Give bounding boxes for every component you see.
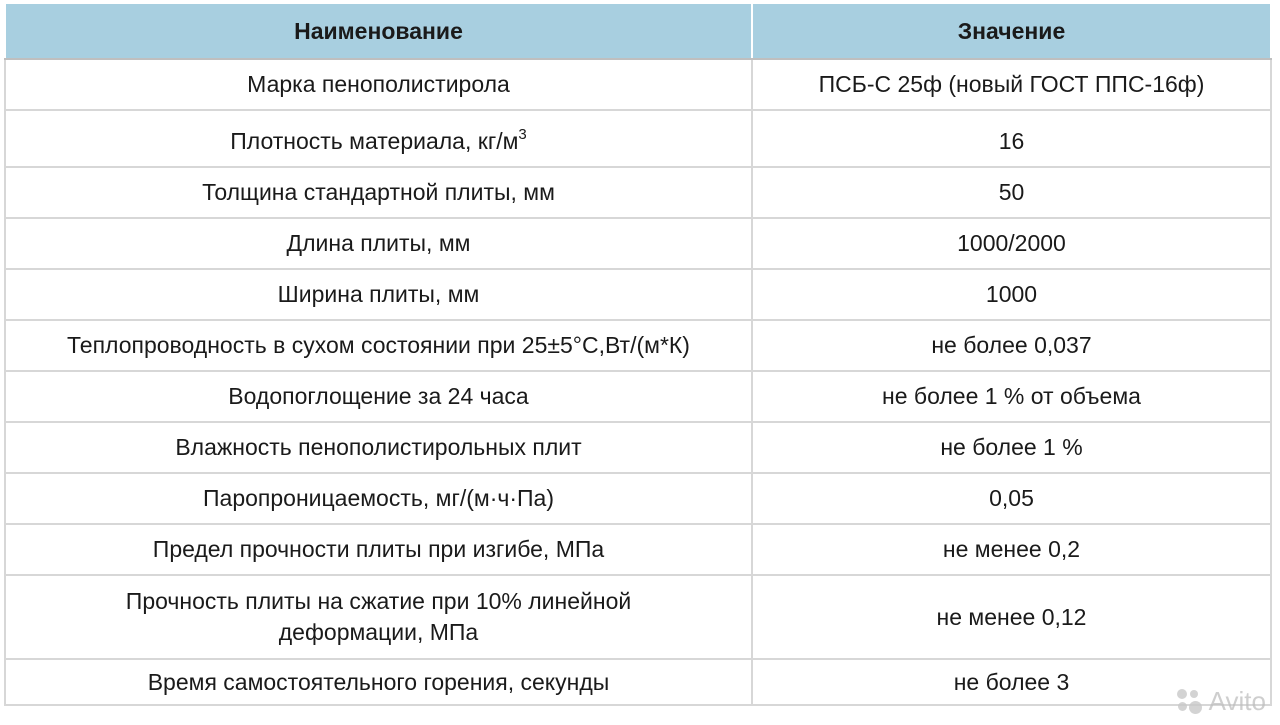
row-name: Ширина плиты, мм: [5, 269, 752, 320]
row-value: 50: [752, 167, 1271, 218]
row-value: 1000: [752, 269, 1271, 320]
row-value: ПСБ-С 25ф (новый ГОСТ ППС-16ф): [752, 59, 1271, 110]
table-row: [5, 524, 1271, 575]
row-value: не более 1 %: [752, 422, 1271, 473]
superscript: 3: [518, 126, 527, 144]
table-row: [5, 371, 1271, 422]
watermark: [1177, 686, 1266, 717]
row-value: не менее 0,12: [752, 575, 1271, 659]
row-name: Длина плиты, мм: [5, 218, 752, 269]
table-row: [5, 167, 1271, 218]
avito-logo-icon: [1177, 689, 1203, 715]
table-row: [5, 269, 1271, 320]
row-name: Водопоглощение за 24 часа: [5, 371, 752, 422]
table-row: [5, 218, 1271, 269]
watermark-text: Avito: [1208, 686, 1266, 716]
row-value: не менее 0,2: [752, 524, 1271, 575]
row-name: Марка пенополистирола: [5, 59, 752, 110]
row-value: не более 1 % от объема: [752, 371, 1271, 422]
table-row: [5, 110, 1271, 167]
table-row: [5, 659, 1271, 705]
header-row: [5, 3, 1271, 59]
row-value: не более 3: [752, 659, 1271, 705]
table-row: [5, 320, 1271, 371]
table-row: [5, 473, 1271, 524]
row-value: 1000/2000: [752, 218, 1271, 269]
row-name: Теплопроводность в сухом состоянии при 25±5°C,Вт/(м*К): [5, 320, 752, 371]
row-name: Паропроницаемость, мг/(м·ч·Па): [5, 473, 752, 524]
row-name: Время самостоятельного горения, секунды: [5, 659, 752, 705]
row-name: Влажность пенополистирольных плит: [5, 422, 752, 473]
row-name: Толщина стандартной плиты, мм: [5, 167, 752, 218]
row-value: 16: [752, 110, 1271, 167]
table-row: [5, 59, 1271, 110]
table-row: [5, 575, 1271, 659]
header-value: Значение: [752, 3, 1271, 59]
spec-table: [4, 2, 1272, 706]
row-name: Прочность плиты на сжатие при 10% линейной деформации, МПа: [5, 575, 752, 659]
table-row: [5, 422, 1271, 473]
header-name: Наименование: [5, 3, 752, 59]
row-value: 0,05: [752, 473, 1271, 524]
row-name: Предел прочности плиты при изгибе, МПа: [5, 524, 752, 575]
row-name-text: Плотность материала, кг/м: [230, 128, 519, 154]
row-name: [5, 110, 752, 167]
row-value: не более 0,037: [752, 320, 1271, 371]
